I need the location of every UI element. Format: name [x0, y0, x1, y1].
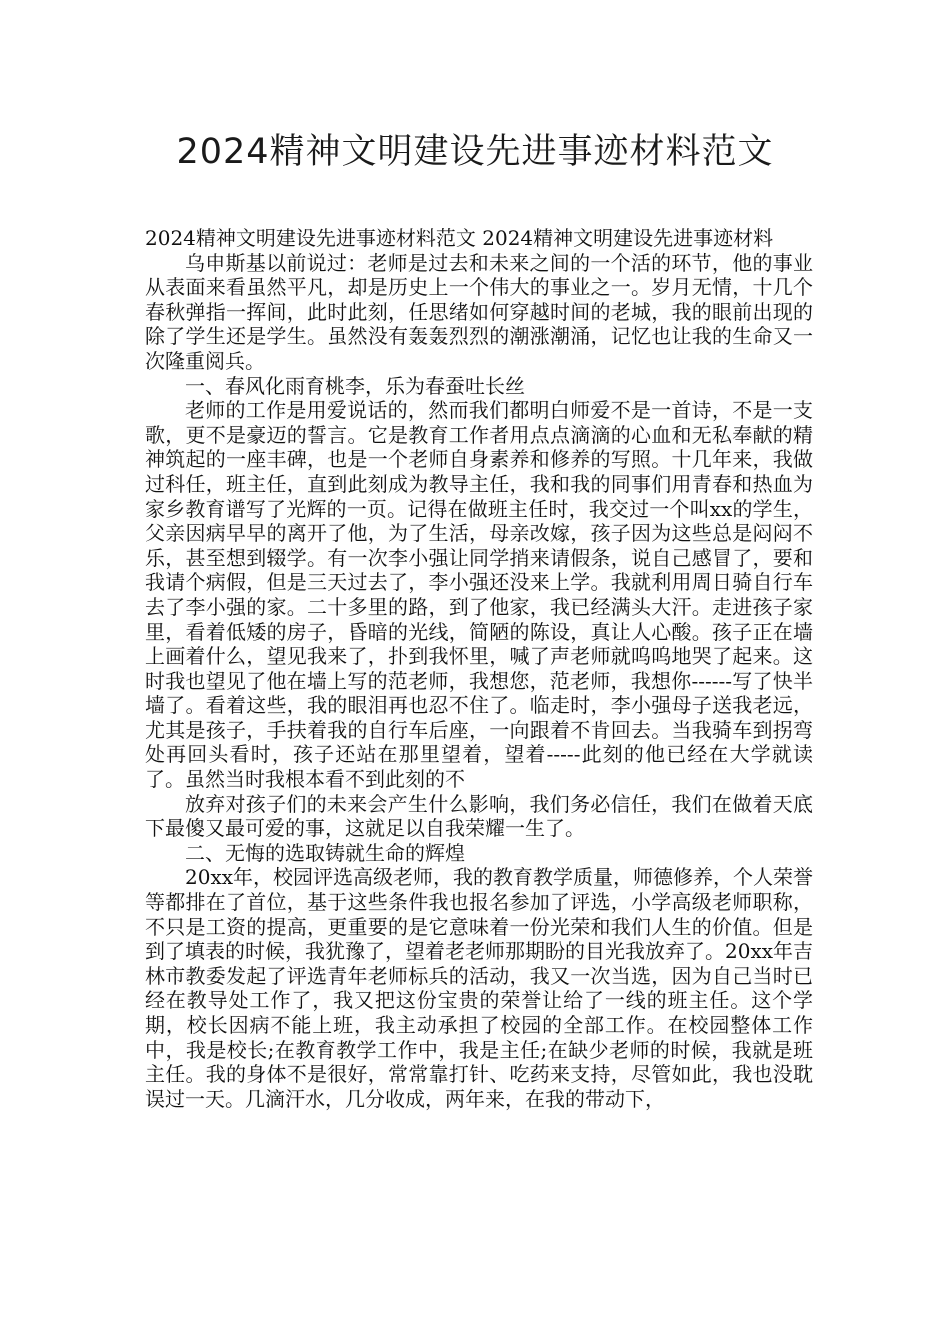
body-paragraph: 老师的工作是用爱说话的，然而我们都明白师爱不是一首诗，不是一支歌，更不是豪迈的誓言。它是教育工作者用点点滴滴的心血和无私奉献的精神筑起的一座丰碑，也是一个老师自身素养和修养的写照。十几年来，我做过科任，班主任，直到此刻成为教导主任，我和我的同事们用青春和热血为家乡教育谱写了光辉的一页。记得在做班主任时，我交过一个叫xx的学生，父亲因病早早的离开了他，为了生活，母亲改嫁，孩子因为这些总是闷闷不乐，甚至想到辍学。有一次李小强让同学捎来请假条，说自己感冒了，要和我请个病假，但是三天过去了，李小强还没来上学。我就利用周日骑自行车去了李小强的家。二十多里的路，到了他家，我已经满头大汗。走进孩子家里，看着低矮的房子，昏暗的光线，简陋的陈设，真让人心酸。孩子正在墙上画着什么，望见我来了，扑到我怀里，喊了声老师就呜呜地哭了起来。这时我也望见了他在墙上写的范老师，我想您，范老师，我想你------写了快半墙了。看着这些，我的眼泪再也忍不住了。临走时，李小强母子送我老远，尤其是孩子，手扶着我的自行车后座，一向跟着不肯回去。当我骑车到拐弯处再回头看时，孩子还站在那里望着，望着-----此刻的他已经在大学就读了。虽然当时我根本看不到此刻的不: [145, 398, 813, 792]
section-heading: 一、春风化雨育桃李，乐为春蚕吐长丝: [185, 373, 525, 398]
body-paragraph: 20xx年，校园评选高级老师，我的教育教学质量，师德修养，个人荣誉等都排在了首位，基于这些条件我也报名参加了评选，小学高级老师职称，不只是工资的提高，更重要的是它意味着一份光荣和我们人生的价值。但是到了填表的时候，我犹豫了，望着老老师那期盼的目光我放弃了。20xx年吉林市教委发起了评选青年老师标兵的活动，我又一次当选，因为自己当时已经在教导处工作了，我又把这份宝贵的荣誉让给了一线的班主任。这个学期，校长因病不能上班，我主动承担了校园的全部工作。在校园整体工作中，我是校长;在教育教学工作中，我是主任;在缺少老师的时候，我就是班主任。我的身体不是很好，常常靠打针、吃药来支持，尽管如此，我也没耽误过一天。几滴汗水，几分收成，两年来，在我的带动下，: [145, 865, 814, 1111]
body-paragraph: 乌申斯基以前说过：老师是过去和未来之间的一个活的环节，他的事业从表面来看虽然平凡，却是历史上一个伟大的事业之一。岁月无情，十几个春秋弹指一挥间，此时此刻，任思绪如何穿越时间的老城，我的眼前出现的除了学生还是学生。虽然没有轰轰烈烈的潮涨潮涌，记忆也让我的生命又一次隆重阅兵。: [145, 250, 813, 373]
body-paragraph: 放弃对孩子们的未来会产生什么影响，我们务必信任，我们在做着天底下最傻又最可爱的事，这就足以自我荣耀一生了。: [145, 791, 813, 841]
section-heading: 二、无悔的选取铸就生命的辉煌: [185, 840, 465, 865]
document-title: 2024精神文明建设先进事迹材料范文: [176, 132, 774, 172]
document-body: [145, 226, 813, 1111]
intro-paragraph: 2024精神文明建设先进事迹材料范文 2024精神文明建设先进事迹材料: [145, 226, 774, 250]
